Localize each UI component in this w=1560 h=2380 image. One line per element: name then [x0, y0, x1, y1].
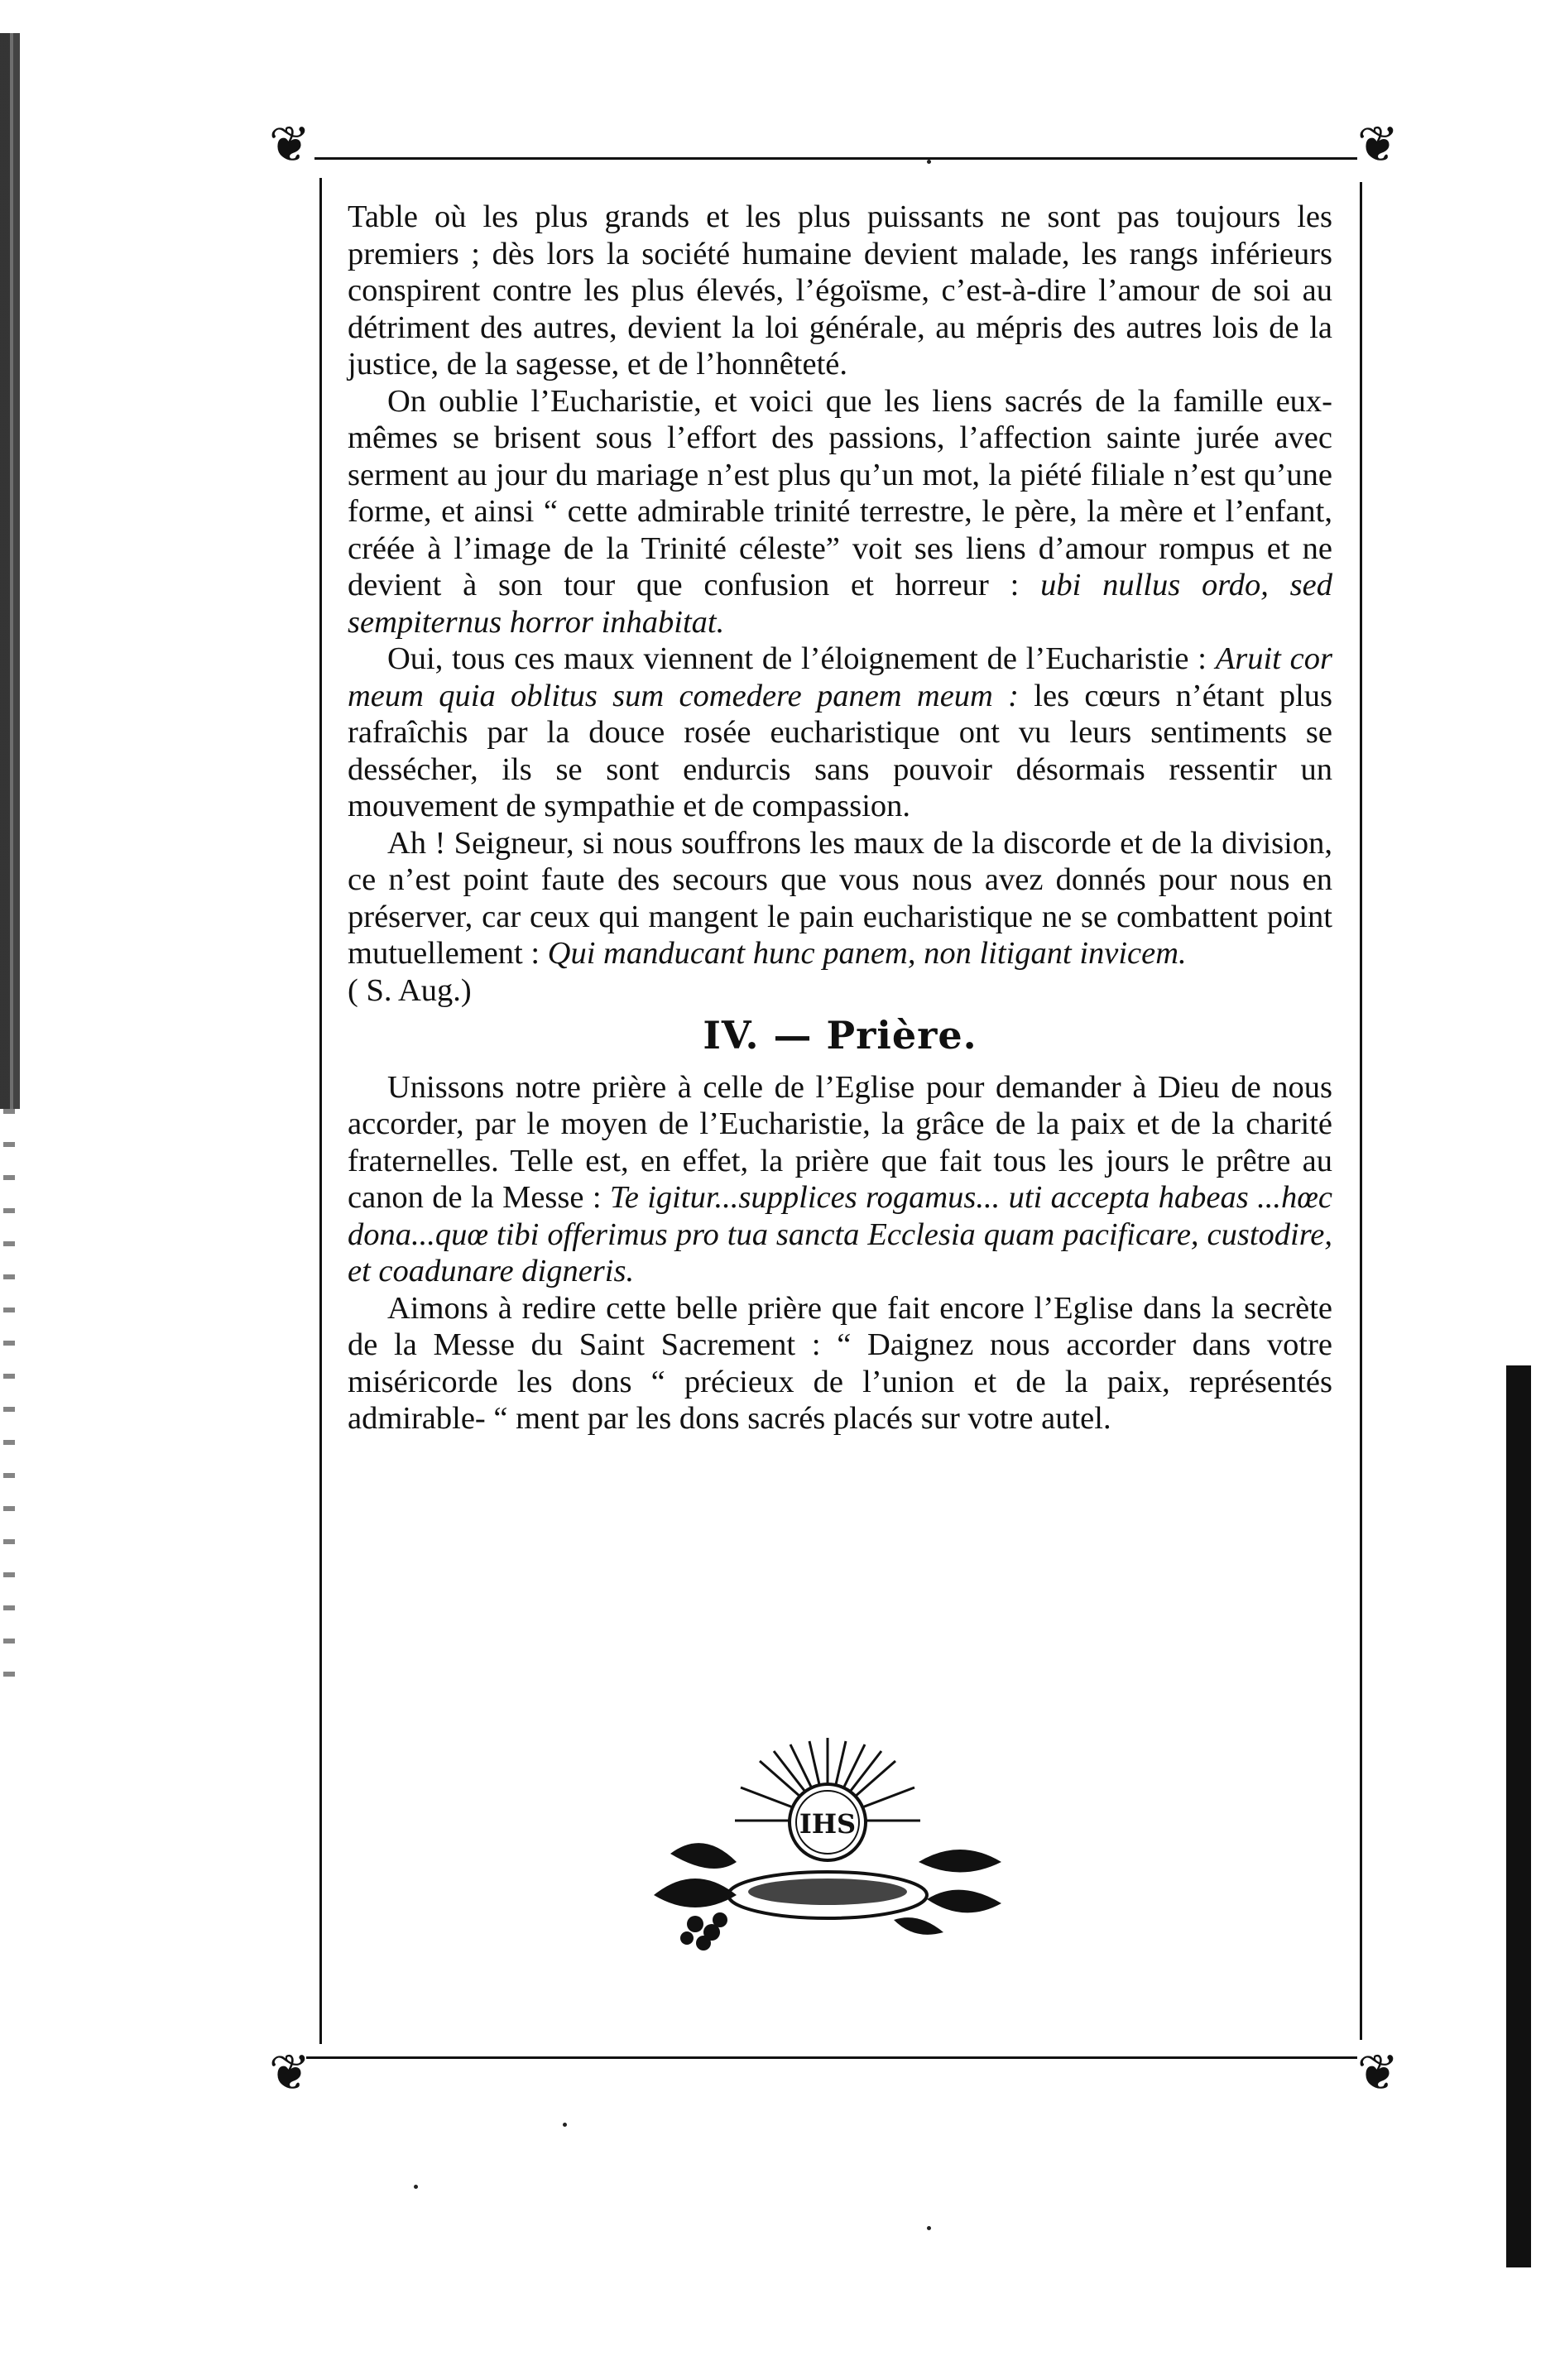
latin-quote: Te igitur...supplices rogamus... uti accepta habeas ...hœc dona...quœ tibi offerimus pro tua sancta Ecclesia quam pacificare, custodire, et coadunare digneris. — [348, 1180, 1332, 1288]
scan-speck — [927, 160, 931, 164]
scan-edge-left-dots — [3, 1109, 15, 1688]
corner-ornament-icon: ❦ — [1356, 116, 1399, 174]
corner-ornament-icon: ❦ — [268, 116, 311, 174]
grape-vine-icon — [654, 1843, 737, 1951]
latin-quote: Qui manducant hunc panem, non litigant invicem. — [547, 936, 1187, 971]
scan-speck — [927, 2226, 931, 2230]
frame-left-line — [319, 178, 322, 2044]
text-run: Ah ! Seigneur, si nous souffrons les maux de la discorde et de la division, ce n’est point faute des secours que vous nous avez donnés pour nous en préserver, car ceux qui mangent le pain eucharistique ne se combattent point mutuellement : — [348, 825, 1332, 971]
frame-bottom-line — [306, 2056, 1357, 2059]
latin-quote: Aruit cor meum quia oblitus sum comedere panem meum : — [348, 641, 1333, 713]
scan-edge-left — [0, 33, 25, 1109]
scan-speck — [563, 2123, 567, 2127]
text-run: Table où les plus grands et les plus puissants ne sont pas toujours les premiers ; dès lors la société humaine devient malade, les rangs inférieurs conspirent contre les plus élevés, l’égoïsme, c’est-à-dire l’amour de soi au détriment des autres, devient la loi générale, au mépris des autres lois de la justice, de la sagesse, et de l’honnêteté. — [348, 199, 1332, 381]
paragraph — [348, 383, 1332, 641]
paragraph — [348, 1069, 1332, 1290]
paragraph — [348, 825, 1332, 972]
page-text — [348, 199, 1332, 1437]
text-run: les cœurs n’étant plus rafraîchis par la douce rosée eucharistique ont vu leurs sentiments se dessécher, ils se sont endurcis sans pouvoir désormais ressentir un mouvement de sympathie et de compassion. — [348, 678, 1332, 823]
section-heading: IV. — Prière. — [703, 1013, 977, 1058]
paragraph — [348, 1290, 1332, 1437]
scan-edge-right — [1506, 1365, 1531, 2267]
corner-ornament-icon: ❦ — [268, 2044, 311, 2102]
ihs-monogram: IHS — [799, 1808, 857, 1840]
body-paragraphs — [348, 199, 1332, 972]
latin-quote: ubi nullus ordo, sed sempiternus horror inhabitat. — [348, 568, 1332, 640]
text-run: Aimons à redire cette belle prière que fait encore l’Eglise dans la secrète de la Messe du Saint Sacrement : “ Daignez nous accorder dans votre miséricorde les dons “ précieux de l’union et de la paix, représentés admirable- “ ment par les dons sacrés placés sur votre autel. — [348, 1290, 1332, 1436]
eucharist-emblem-icon — [637, 1730, 1018, 1953]
text-run: Unissons notre prière à celle de l’Eglise pour demander à Dieu de nous accorder, par le moyen de l’Eucharistie, la grâce de la paix et de la charité fraternelles. Telle est, en effet, la prière que fait tous les jours le prêtre au canon de la Messe : — [348, 1069, 1332, 1215]
prayer-paragraphs — [348, 1069, 1332, 1437]
frame-right-line — [1360, 182, 1362, 2040]
paragraph — [348, 641, 1332, 825]
frame-top-line — [314, 157, 1357, 160]
text-run: Oui, tous ces maux viennent de l’éloignement de l’Eucharistie : — [387, 641, 1216, 676]
corner-ornament-icon: ❦ — [1356, 2044, 1399, 2102]
source-reference: ( S. Aug.) — [348, 972, 472, 1008]
text-run: On oublie l’Eucharistie, et voici que les liens sacrés de la famille eux-mêmes se brisent sous l’effort des passions, l’affection sainte jurée avec serment au jour du mariage n’est plus qu’un mot, la piété filiale n’est qu’une forme, et ainsi “ cette admirable trinité terrestre, le père, la mère et l’enfant, créée à l’image de la Trinité céleste” voit ses liens d’amour rompus et ne devient à son tour que confusion et horreur : — [348, 383, 1332, 602]
paragraph — [348, 199, 1332, 383]
scan-speck — [414, 2185, 418, 2189]
